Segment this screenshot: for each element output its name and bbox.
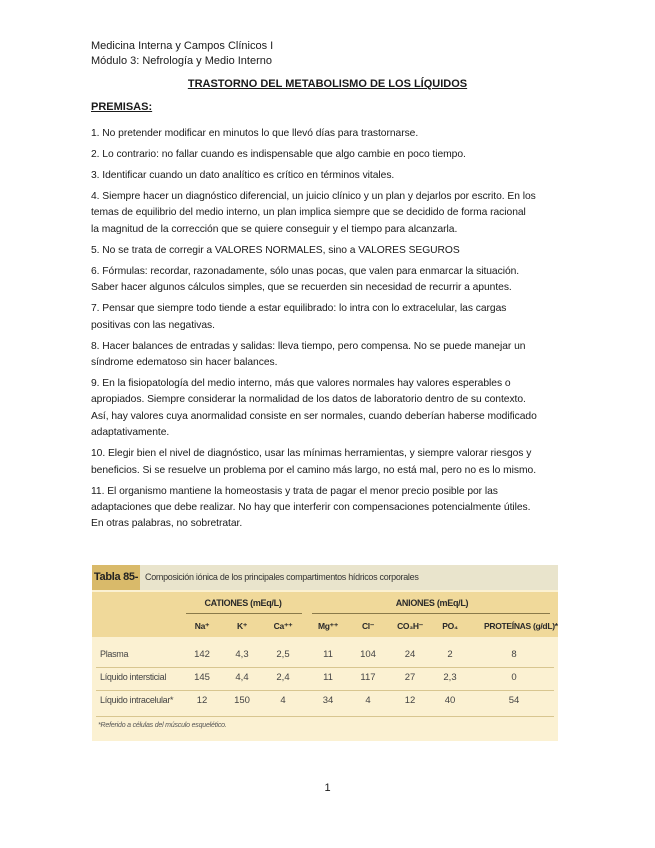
ion-composition-table xyxy=(92,565,558,741)
table-cell: 2,4 xyxy=(276,672,290,683)
table-footnote: *Referido a células del músculo esquelético. xyxy=(98,722,227,729)
header-course: Medicina Interna y Campos Clínicos I xyxy=(91,40,274,52)
table-cell: 11 xyxy=(323,649,333,660)
table-cell: 12 xyxy=(196,695,208,706)
table-row-divider xyxy=(96,667,554,668)
premisa-item xyxy=(91,301,563,334)
premisa-item xyxy=(91,376,563,442)
table-column-header: Na⁺ xyxy=(194,621,210,631)
table-cell: 24 xyxy=(404,649,416,660)
table-cell: 8 xyxy=(511,649,517,660)
table-column-header: K⁺ xyxy=(236,621,248,631)
table-cell: 2,5 xyxy=(276,649,290,660)
table-cell: 40 xyxy=(444,695,456,706)
cations-group-rule xyxy=(186,613,302,614)
table-row-label: Líquido intersticial xyxy=(100,672,167,682)
premisa-line: 1. No pretender modificar en minutos lo que llevó días para trastornarse. xyxy=(91,128,419,139)
section-heading: PREMISAS: xyxy=(91,101,153,113)
table-row-label: Líquido intracelular* xyxy=(100,695,174,705)
premisa-item xyxy=(91,126,563,142)
premisa-line: 2. Lo contrario: no fallar cuando es indispensable que algo cambie en poco tiempo. xyxy=(91,149,466,160)
anions-group-label: ANIONES (mEq/L) xyxy=(395,598,469,608)
table-cell: 145 xyxy=(194,672,210,683)
table-cell: 142 xyxy=(194,649,210,660)
premisa-line: Saber hacer algunos cálculos simples, que se recuerden sin necesidad de recurrir a apuntes. xyxy=(91,282,512,294)
premisa-line: Así, hay valores cuya anormalidad consiste en ser normales, cuando deberían haberse modificado xyxy=(91,410,537,422)
premisas-list xyxy=(91,126,563,537)
premisa-line: 7. Pensar que siempre todo tiende a estar equilibrado: lo intra con lo extracelular, las cargas xyxy=(91,303,507,315)
premisa-line: 4. Siempre hacer un diagnóstico diferencial, un juicio clínico y un plan y dejarlos por escrito. En los xyxy=(91,191,536,202)
table-column-header: PO₄ xyxy=(442,621,458,631)
premisa-line: síndrome edematoso sin hacer balances. xyxy=(91,357,278,369)
table-column-header: Cl⁻ xyxy=(361,621,375,631)
table-column-header: PROTEÍNAS (g/dL)* xyxy=(484,621,558,631)
table-cell: 2,3 xyxy=(443,672,457,683)
premisa-line: 3. Identificar cuando un dato analítico es crítico en términos vitales. xyxy=(91,170,395,181)
table-number: Tabla 85- xyxy=(92,565,140,590)
premisa-line: la magnitud de la corrección que se quiere conseguir y el tiempo para alcanzarla. xyxy=(91,223,458,235)
table-column-header: Mg⁺⁺ xyxy=(317,621,339,631)
table-cell: 54 xyxy=(508,695,520,706)
table-caption: Composición iónica de los principales compartimentos hídricos corporales xyxy=(145,572,419,582)
table-cell: 2 xyxy=(447,649,453,660)
table-cell: 104 xyxy=(360,649,376,660)
premisa-item xyxy=(91,147,563,163)
premisa-line: apropiados. Siempre considerar la normalidad de los datos de laboratorio dentro de su contexto. xyxy=(91,394,526,406)
table-header-bar xyxy=(92,565,558,590)
premisa-line: 11. El organismo mantiene la homeostasis y trata de pagar el menor precio posible por las xyxy=(91,485,498,497)
premisa-line: En otras palabras, no sobretratar. xyxy=(91,518,243,530)
table-cell: 4,3 xyxy=(235,649,249,660)
table-column-header: Ca⁺⁺ xyxy=(273,621,293,631)
table-cell: 11 xyxy=(323,672,333,683)
premisa-line: beneficios. Si se resuelve un problema por el camino más largo, no está mal, pero no es lo mismo. xyxy=(91,464,537,476)
table-row-divider xyxy=(96,690,554,691)
page-number: 1 xyxy=(324,782,331,794)
premisa-line: 8. Hacer balances de entradas y salidas: lleva tiempo, pero compensa. No se puede manejar un xyxy=(91,340,526,352)
premisa-item xyxy=(91,264,563,297)
table-column-header: CO₃H⁻ xyxy=(397,621,423,631)
table-cell: 27 xyxy=(404,672,416,683)
premisa-line: 9. En la fisiopatología del medio interno, más que valores normales hay valores esperables o xyxy=(91,378,511,390)
premisa-item xyxy=(91,446,563,479)
table-row-label: Plasma xyxy=(100,649,129,659)
premisa-item xyxy=(91,484,563,533)
premisa-item xyxy=(91,168,563,184)
table-bottom-rule xyxy=(96,716,554,717)
table-cell: 0 xyxy=(511,672,517,683)
premisa-line: adaptativamente. xyxy=(91,427,170,439)
premisa-line: 6. Fórmulas: recordar, razonadamente, sólo unas pocas, que valen para enmarcar la situación. xyxy=(91,265,520,277)
anions-group-rule xyxy=(312,613,550,614)
cations-group-label: CATIONES (mEq/L) xyxy=(204,598,282,608)
premisa-line: 10. Elegir bien el nivel de diagnóstico, usar las mínimas herramientas, y siempre valorar riesgos y xyxy=(91,448,532,460)
table-cell: 34 xyxy=(322,695,334,706)
premisa-line: 5. No se trata de corregir a VALORES NORMALES, sino a VALORES SEGUROS xyxy=(91,244,460,256)
table-cell: 4 xyxy=(365,695,371,706)
table-cell: 150 xyxy=(234,695,250,706)
table-cell: 12 xyxy=(404,695,416,706)
premisa-line: positivas con las negativas. xyxy=(91,319,215,331)
table-cell: 4,4 xyxy=(235,672,249,683)
premisa-line: temas de equilibrio del medio interno, un plan implica siempre que se decidido de forma racional xyxy=(91,207,526,219)
premisa-item xyxy=(91,243,563,259)
header-module: Módulo 3: Nefrología y Medio Interno xyxy=(91,55,272,67)
premisa-item xyxy=(91,339,563,372)
premisa-item xyxy=(91,189,563,238)
table-cell: 4 xyxy=(280,695,286,706)
table-cell: 117 xyxy=(360,672,376,683)
page-title: TRASTORNO DEL METABOLISMO DE LOS LÍQUIDOS xyxy=(187,78,468,90)
document-header xyxy=(91,39,273,69)
premisa-line: adaptaciones que debe realizar. No hay que interferir con compensaciones potencialmente útiles. xyxy=(91,502,531,514)
